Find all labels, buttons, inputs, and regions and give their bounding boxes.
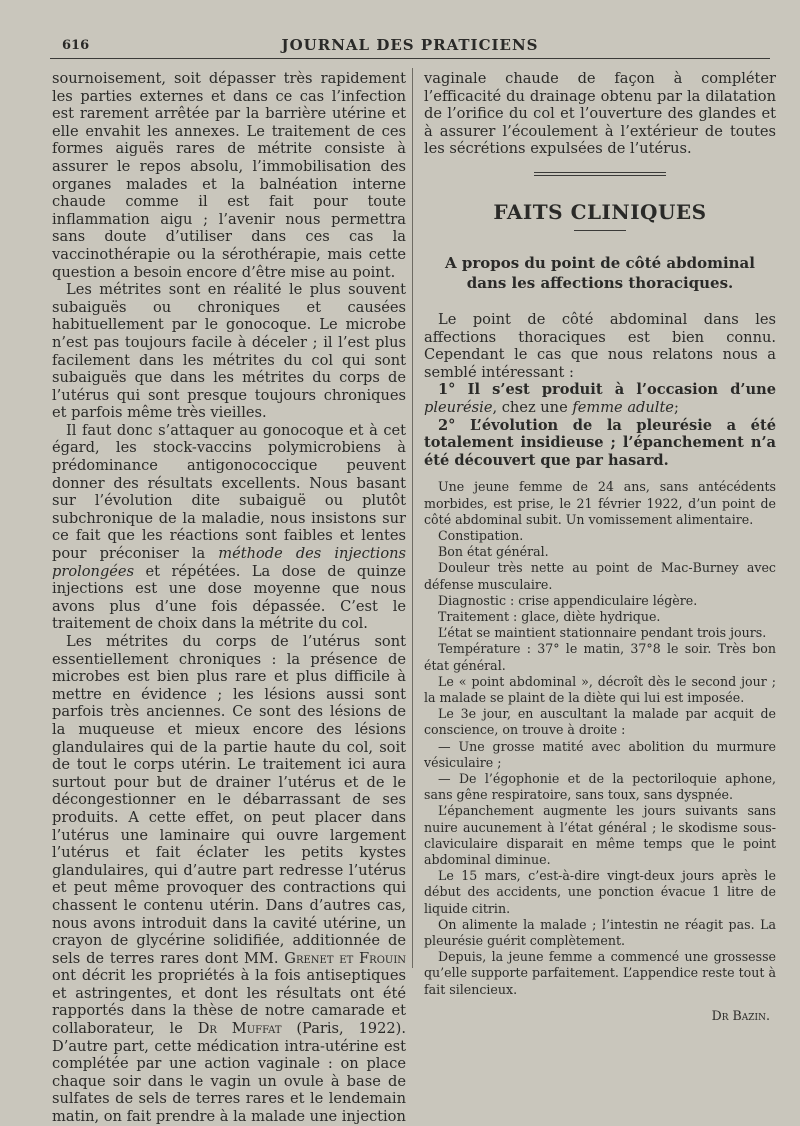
paragraph-gonocoque: Il faut donc s’attaquer au gonocoque et à cet égard, les stock-vaccins polymicrobiens à prédominance antigonococcique peuvent donner des résultats excellents. Nous basant sur l’évolution dite subaiguë ou plutôt subchronique de la maladie, nous insistons sur ce fait que les réactions sont faibles et lentes pour préconiser la méthode des injections prolongées et répétées. La dose de quinze injections est une dose moyenne que nous avons plus d’une fois dépassée. C’est le traitement de choix dans la métrite du col. [52,421,407,633]
signature: Dr Bazin. [711,1007,770,1023]
case-line: Diagnostic : crise appendiculaire légère. [438,592,698,608]
case-line: L’épanchement augmente les jours suivants sans nuire aucunement à l’état général ; le skodisme sous-claviculaire disparait en même temps que le point abdominal diminue. [424,803,776,867]
paragraph-metrites-corps: Les métrites du corps de l’utérus sont essentiellement chroniques : la présence de microbes est bien plus rare et plus difficile à mettre en évidence ; les lésions aussi sont parfois très anciennes. Ce sont des lésions de la muqueuse et mieux encore des lésions glandulaires qui de la partie haute du col, soit de tout le corps utérin. Le traitement ici aura surtout pour but de drainer l’utérus et de le décongestionner en le débarrassant de ses produits. A cette effet, on peut placer dans l’utérus une laminaire qui ouvre largement l’utérus et fait éclater les petits kystes glandulaires, qui d’autre part redresse l’utérus et peut même provoquer des contractions qui chassent le contenu utérin. Dans d’autres cas, nous avons introduit dans la cavité utérine, un crayon de glycérine solidifiée, additionnée de sels de terres rares dont MM. Grenet et Frouin ont décrit les propriétés à la fois antiseptiques et astringentes, et dont les résultats ont été rapportés dans la thèse de notre camarade et collaborateur, le Dr Muffat (Paris, 1922). D’autre part, cette médication intra-utérine est complétée par une action vaginale : on place chaque soir dans le vagin un ovule à base de sulfates de sels de terres rares et le lendemain matin, on fait prendre à la malade une injection [52,633,407,1126]
emphasis-methode: méthode des injections prolongées [52,545,406,580]
section-separator [534,172,666,176]
case-line: — De l’égophonie et de la pectoriloquie aphone, sans gêne respiratoire, sans toux, sans dyspnée. [424,770,776,803]
case-line: Bon état général. [438,544,549,560]
spacer [424,469,776,479]
section-title-rule [574,230,626,231]
point-1: 1° Il s’est produit à l’occasion d’une pleurésie, chez une femme adulte; [424,381,776,416]
point-2: 2° L’évolution de la pleurésie a été totalement insidieuse ; l’épanchement n’a été découvert que par hasard. [424,416,776,469]
article-title-line-1: A propos du point de côté abdominal [445,253,755,272]
case-line: Douleur très nette au point de Mac-Burney avec défense musculaire. [424,560,776,592]
case-line: Depuis, la jeune femme a commencé une grossesse qu’elle supporte parfaitement. L’appendice reste tout à fait silencieux. [424,949,776,997]
header-rule [50,58,770,59]
emphasis-pleuresie: pleurésie [424,398,493,416]
article-title [424,253,776,293]
case-line: Le « point abdominal », décroît dès le second jour ; la malade se plaint de la diète qui lui est imposée. [424,673,776,705]
paragraph-vaginale: vaginale chaude de façon à compléter l’efficacité du drainage obtenu par la dilatation de l’orifice du col et l’ouverture des glandes et à assurer l’écoulement à l’extérieur de toutes les sécrétions expulsées de l’utérus. [424,70,776,158]
case-line: — Une grosse matité avec abolition du murmure vésiculaire ; [424,738,776,770]
case-line: Une jeune femme de 24 ans, sans antécédents morbides, est prise, le 21 février 1922, d’un point de côté abdominal subit. Un vomissement alimentaire. [424,479,776,527]
column-divider [412,68,413,968]
doctor-name: Dr Muffat [197,1020,282,1038]
case-line: L’état se maintient stationnaire pendant trois jours. [438,625,767,641]
article-intro: Le point de côté abdominal dans les affections thoraciques est bien connu. Cependant le cas que nous relatons nous a semblé intéressant : [424,310,776,381]
author-names: Grenet et Frouin [284,949,407,967]
paragraph-metrites-subaigues: Les métrites sont en réalité le plus souvent subaiguës ou chroniques et causées habituellement par le gonocoque. Le microbe n’est pas toujours facile à déceler ; il l’est plus facilement dans les métrites du col qui sont subaiguës que dans les métrites du corps de l’utérus qui sont presque toujours chroniques et parfois même très vieilles. [52,281,406,422]
left-column [52,70,406,1126]
article-title-line-2: dans les affections thoraciques. [466,273,734,292]
section-title: FAITS CLINIQUES [493,199,707,224]
paragraph-metrites-aigues: sournoisement, soit dépasser très rapidement les parties externes et dans ce cas l’infection est rarement arrêtée par la barrière utérine et elle envahit les annexes. Le traitement de ces formes aiguës rares de métrite consiste à assurer le repos absolu, l’immobilisation des organes malades et la balnéation interne chaude comme il est fait pour toute inflammation aigu ; l’avenir nous permettra sans doute d’utiliser dans ces cas la vaccinothérapie ou la sérothérapie, mais cette question a besoin encore d’être mise au point. [52,70,406,281]
right-column [424,70,776,1023]
case-line: Température : 37° le matin, 37°8 le soir. Très bon état général. [424,641,776,673]
page-header [50,28,770,60]
case-line: On alimente la malade ; l’intestin ne réagit pas. La pleurésie guérit complètement. [424,916,776,948]
case-line: Constipation. [438,527,524,543]
case-line: Le 15 mars, c’est-à-dire vingt-deux jours après le début des accidents, une ponction évacue 1 litre de liquide citrin. [424,868,776,916]
emphasis-femme-adulte: femme adulte [572,398,674,416]
page-number: 616 [62,38,90,53]
case-line: Traitement : glace, diète hydrique. [438,608,661,624]
spacer [424,293,776,311]
journal-title: JOURNAL DES PRATICIENS [281,36,539,54]
case-line: Le 3e jour, en auscultant la malade par acquit de conscience, on trouve à droite : [424,706,776,738]
